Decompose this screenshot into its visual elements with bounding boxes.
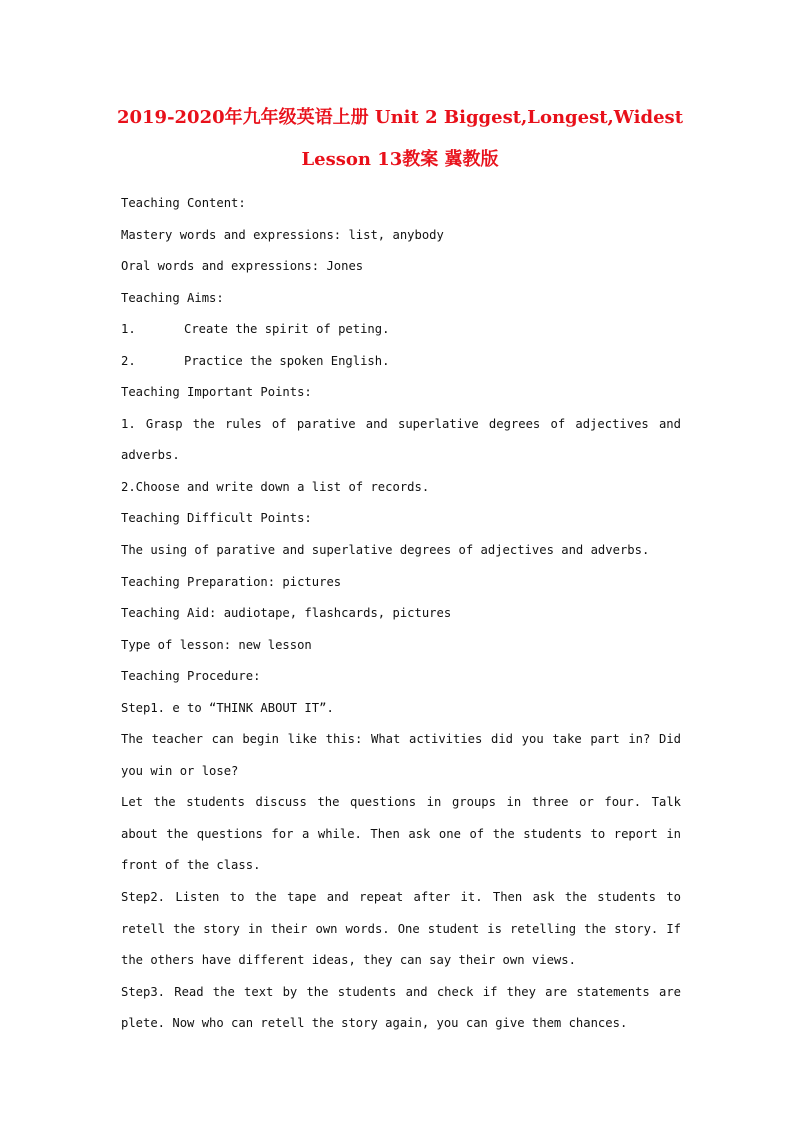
document-body: [121, 188, 681, 1040]
aim-item: [121, 346, 681, 378]
step3: Step3. Read the text by the students and check if they are statements are plete. Now who can retell the story again, you can give them chances.: [121, 984, 681, 1031]
difficult-points-text: The using of parative and superlative degrees of adjectives and adverbs.: [121, 543, 650, 558]
document-title-line-2: Lesson 13教案 冀教版: [301, 149, 499, 170]
important-points-heading: Teaching Important Points:: [121, 385, 312, 400]
procedure-heading: Teaching Procedure:: [121, 669, 261, 684]
document-title-line-1: 2019-2020年九年级英语上册 Unit 2 Biggest,Longest,Widest: [116, 107, 684, 128]
important-point-1: 1. Grasp the rules of parative and superlative degrees of adjectives and adverbs.: [121, 416, 681, 463]
step1-detail: The teacher can begin like this: What activities did you take part in? Did you win or lose?: [121, 732, 681, 778]
lesson-type: Type of lesson: new lesson: [121, 637, 312, 652]
aim-number: 2.: [121, 353, 136, 368]
difficult-points-heading: Teaching Difficult Points:: [121, 511, 312, 526]
oral-words: Oral words and expressions: Jones: [121, 259, 364, 274]
mastery-words: Mastery words and expressions: list, anybody: [121, 227, 444, 242]
teaching-preparation: Teaching Preparation: pictures: [121, 574, 342, 589]
teaching-aims-heading: Teaching Aims:: [121, 290, 224, 305]
aim-item: [121, 314, 681, 346]
teaching-content-heading: Teaching Content:: [121, 196, 246, 210]
aim-text: Practice the spoken English.: [184, 353, 390, 368]
step1-discussion: Let the students discuss the questions in groups in three or four. Talk about the questions for a while. Then ask one of the students to report in front of the class.: [121, 795, 681, 873]
aim-number: 1.: [121, 322, 136, 337]
aim-text: Create the spirit of peting.: [184, 322, 390, 337]
step1: Step1. e to “THINK ABOUT IT”.: [121, 700, 334, 715]
important-point-2: 2.Choose and write down a list of records.: [121, 479, 430, 494]
step2: Step2. Listen to the tape and repeat after it. Then ask the students to retell the story in their own words. One student is retelling the story. If the others have different ideas, they can say their own views.: [121, 890, 681, 968]
teaching-aid: Teaching Aid: audiotape, flashcards, pictures: [121, 606, 452, 621]
